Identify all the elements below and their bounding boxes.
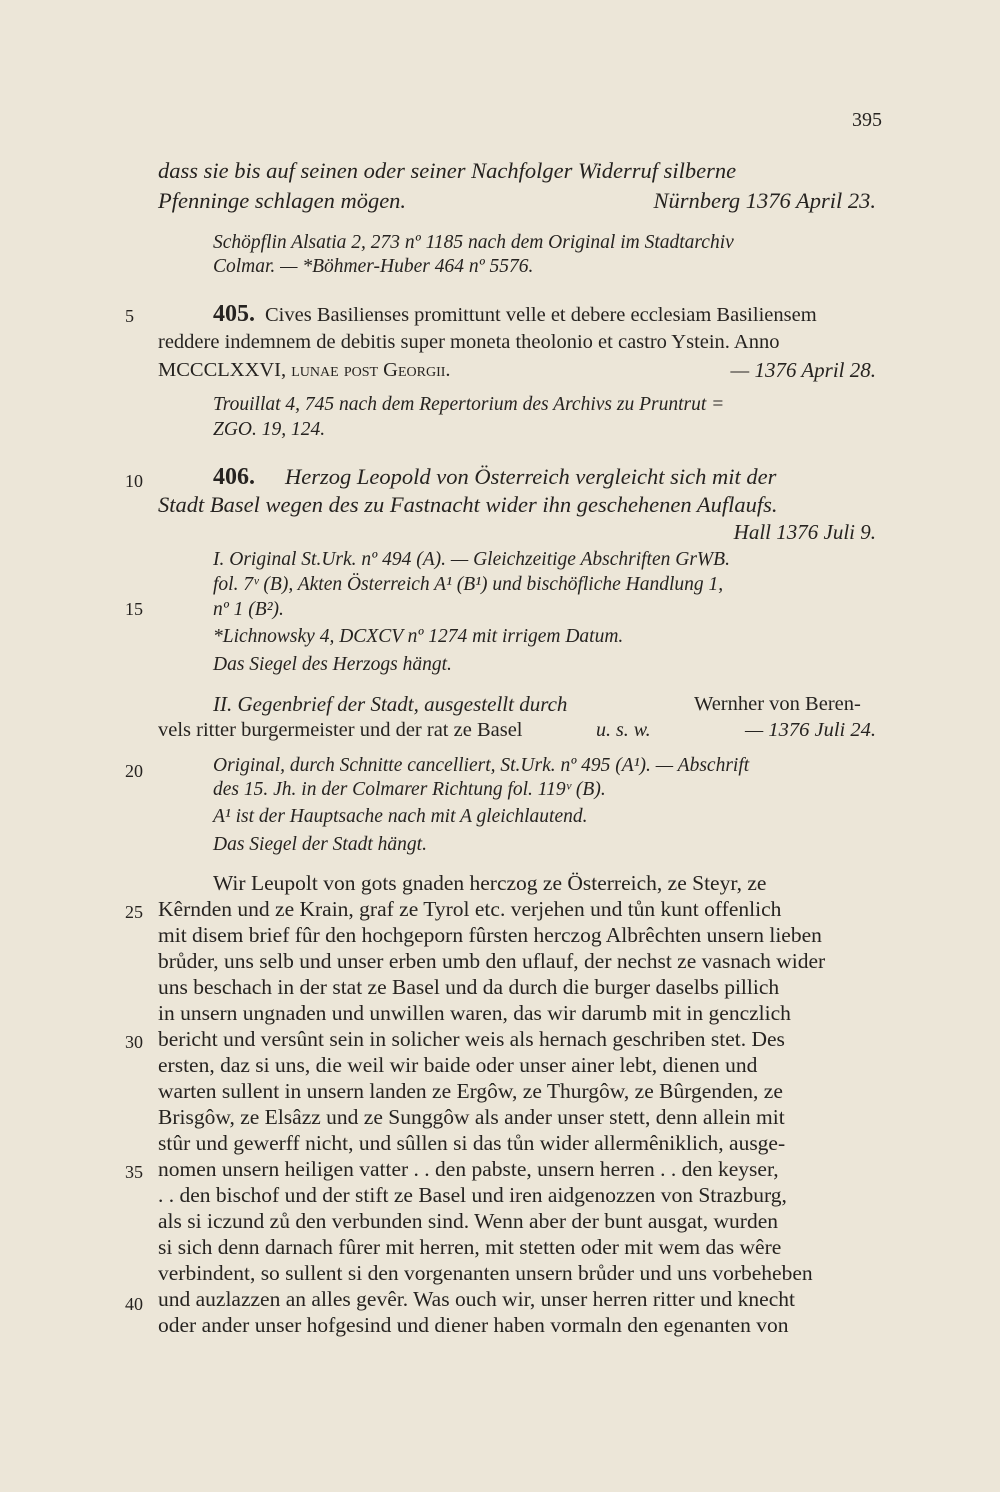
line-number-40: 40 <box>125 1294 143 1314</box>
line-number-10: 10 <box>125 471 143 491</box>
line-number-15: 15 <box>125 599 143 619</box>
line-number-25: 25 <box>125 902 143 922</box>
line-number-20: 20 <box>125 761 143 781</box>
text-line: in unsern ungnaden und unwillen waren, das wir darumb mit in genczlich <box>158 1001 791 1025</box>
text-line: mit disem brief fûr den hochgeporn fûrsten herczog Albrêchten unsern lieben <box>158 923 822 947</box>
text-line: verbindent, so sullent si den vorgenanten unsern brůder und uns vorbeheben <box>158 1261 813 1285</box>
page-number: 395 <box>852 109 882 131</box>
text-line: dass sie bis auf seinen oder seiner Nachfolger Widerruf silberne <box>158 158 737 183</box>
date-place: Nürnberg 1376 April 23. <box>653 188 876 213</box>
text-line: als si iczund zů den verbunden sind. Wenn aber der bunt ausgat, wurden <box>158 1209 779 1233</box>
text-line: u. s. w. <box>596 719 651 741</box>
text-line: Cives Basilienses promittunt velle et debere ecclesiam Basiliensem <box>265 304 817 326</box>
text-line: stûr und gewerff nicht, und sûllen si das tůn wider allermêniklich, ausge- <box>158 1131 786 1155</box>
source-note: des 15. Jh. in der Colmarer Richtung fol. 119ᵛ (B). <box>213 779 606 800</box>
source-note: *Lichnowsky 4, DCXCV nº 1274 mit irrigem Datum. <box>213 626 624 647</box>
text-line: warten sullent in unsern landen ze Ergôw, ze Thurgôw, ze Bûrgenden, ze <box>158 1079 783 1103</box>
text-line: Stadt Basel wegen des zu Fastnacht wider ihn geschehenen Auflaufs. <box>158 492 778 517</box>
text-line: II. Gegenbrief der Stadt, ausgestellt durch <box>213 692 568 716</box>
source-note: fol. 7ᵛ (B), Akten Österreich A¹ (B¹) und bischöfliche Handlung 1, <box>213 574 724 595</box>
source-note: Original, durch Schnitte cancelliert, St.Urk. nº 495 (A¹). — Abschrift <box>213 755 750 776</box>
text-line: und auzlazzen an alles gevêr. Was ouch wir, unser herren ritter und knecht <box>158 1287 795 1311</box>
source-note: nº 1 (B²). <box>213 599 284 620</box>
text-line: Wernher von Beren- <box>694 693 861 715</box>
source-note: A¹ ist der Hauptsache nach mit A gleichlautend. <box>213 806 588 827</box>
text-line: oder ander unser hofgesind und diener haben vormaln den egenanten von <box>158 1313 789 1337</box>
date-place: — 1376 Juli 24. <box>745 719 876 741</box>
source-note: Das Siegel des Herzogs hängt. <box>213 654 452 675</box>
line-number-30: 30 <box>125 1032 143 1052</box>
entry-number-406: 406. <box>213 464 255 490</box>
entry-number-405: 405. <box>213 301 255 327</box>
text-line: Brisgôw, ze Elsâzz und ze Sunggôw als ander unser stett, denn allein mit <box>158 1105 785 1129</box>
source-note: Schöpflin Alsatia 2, 273 nº 1185 nach dem Original im Stadtarchiv <box>213 232 734 253</box>
text-line: reddere indemnem de debitis super moneta theolonio et castro Ystein. Anno <box>158 331 780 353</box>
line-number-5: 5 <box>125 306 134 326</box>
line-number-35: 35 <box>125 1162 143 1182</box>
source-note: I. Original St.Urk. nº 494 (A). — Gleichzeitige Abschriften GrWB. <box>213 549 730 570</box>
text-line: . . den bischof und der stift ze Basel und iren aidgenozzen von Strazburg, <box>158 1183 787 1207</box>
text-line: uns beschach in der stat ze Basel und da durch die burger daselbs pillich <box>158 975 780 999</box>
text-line: nomen unsern heiligen vatter . . den pabste, unsern herren . . den keyser, <box>158 1157 779 1181</box>
text-line: MCCCLXXVI, lunae post Georgii. <box>158 359 451 381</box>
text-line: Kêrnden und ze Krain, graf ze Tyrol etc. verjehen und tůn kunt offenlich <box>158 897 782 921</box>
text-line: si sich denn darnach fûrer mit herren, mit stetten oder mit wem das wêre <box>158 1235 782 1259</box>
source-note: ZGO. 19, 124. <box>213 419 326 440</box>
text-line: ersten, daz si uns, die weil wir baide oder unser ainer lebt, dienen und <box>158 1053 758 1077</box>
text-line: brůder, uns selb und unser erben umb den uflauf, der nechst ze vasnach wider <box>158 949 826 973</box>
text-line: Herzog Leopold von Österreich vergleicht sich mit der <box>285 464 777 489</box>
date-place: Hall 1376 Juli 9. <box>733 520 876 544</box>
source-note: Das Siegel der Stadt hängt. <box>213 834 427 855</box>
source-note: Trouillat 4, 745 nach dem Repertorium des Archivs zu Pruntrut = <box>213 394 725 415</box>
text-line: Wir Leupolt von gots gnaden herczog ze Österreich, ze Steyr, ze <box>213 871 767 895</box>
date-place: — 1376 April 28. <box>730 358 876 382</box>
source-note: Colmar. — *Böhmer-Huber 464 nº 5576. <box>213 256 534 277</box>
text-line: bericht und versûnt sein in solicher weis als hernach geschriben stet. Des <box>158 1027 785 1051</box>
text-line: vels ritter burgermeister und der rat ze Basel <box>158 719 523 741</box>
text-line: Pfenninge schlagen mögen. <box>158 188 407 213</box>
